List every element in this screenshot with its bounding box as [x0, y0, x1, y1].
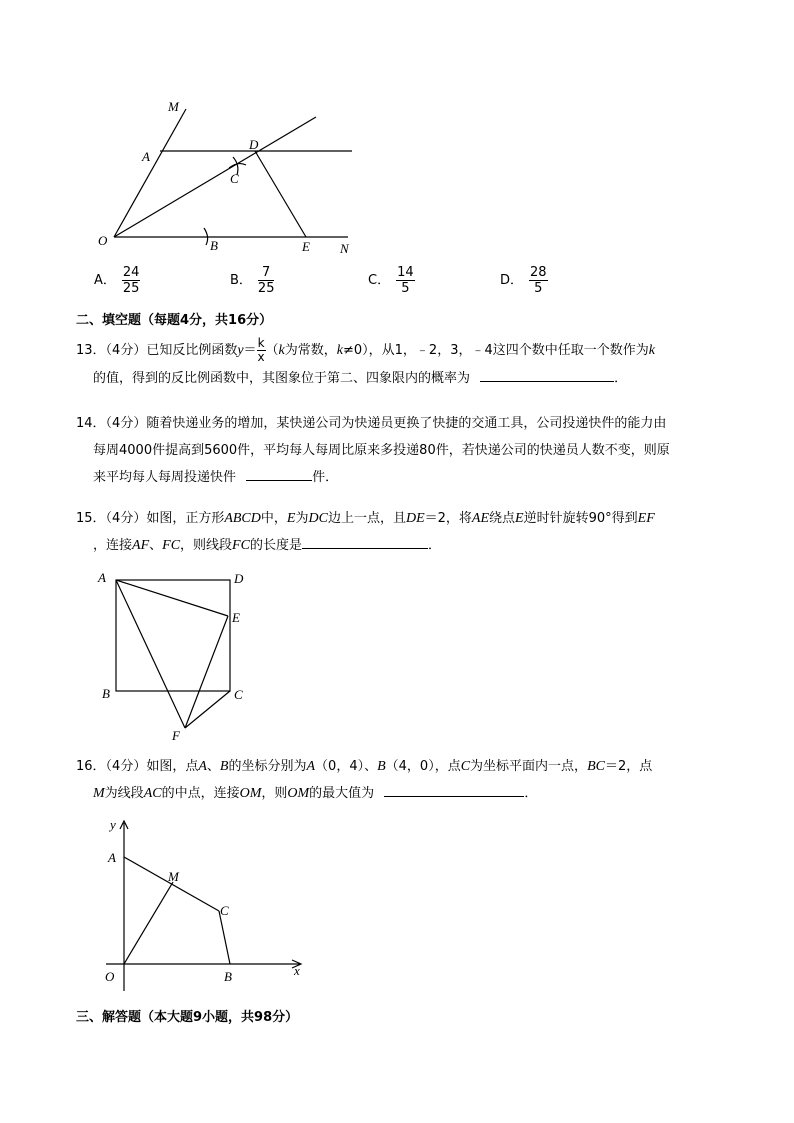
figure-3-coordinate-plane [96, 815, 316, 995]
axis-label-x: x [294, 963, 300, 978]
question-13: 13．（4分）已知反比例函数y＝ $\frac{k}{x}$ （k为常数，k≠0），从1，﹣2，3，﹣4这四个数中任取一个数作为k 的值，得到的反比例函数中，其图象位于第二、四象限内的概率为 ． [76, 336, 655, 386]
label-M: M [168, 99, 179, 114]
question-14: 14．（4分）随着快递业务的增加，某快递公司为快递员更换了快捷的交通工具，公司投递快件的能力由 每周4000件提高到5600件，平均每人每周比原来多投递80件，若快递公司的快递员人数不变，则原 来平均每人每周投递快件 件． [76, 416, 670, 485]
label-M: M [168, 869, 179, 884]
label-D: D [249, 137, 259, 152]
section-3-heading: 三、解答题（本大题9小题，共98分） [76, 1010, 299, 1025]
axis-label-y: y [110, 817, 116, 832]
label-O: O [98, 233, 108, 248]
answer-blank-14[interactable] [246, 466, 312, 481]
label-F: F [172, 728, 180, 743]
label-E: E [232, 610, 240, 625]
option-c[interactable]: C． $\frac{14}{5}$ [368, 265, 414, 296]
label-C: C [234, 687, 243, 702]
label-B: B [224, 969, 232, 984]
option-b[interactable]: B． $\frac{7}{25}$ [230, 265, 275, 296]
label-C: C [230, 171, 239, 186]
section-2-heading: 二、填空题（每题4分，共16分） [76, 313, 273, 328]
question-16: 16．（4分）如图，点A、B的坐标分别为A（0，4）、B（4，0），点C为坐标平面内一点，BC＝2，点 M为线段AC的中点，连接OM，则OM的最大值为 ． [76, 759, 653, 801]
option-a[interactable]: A． $\frac{24}{25}$ [94, 265, 140, 296]
figure-2-square [94, 568, 264, 746]
answer-blank-16[interactable] [384, 782, 524, 797]
label-B: B [102, 686, 110, 701]
answer-blank-13[interactable] [480, 367, 614, 382]
label-N: N [340, 241, 349, 256]
label-D: D [234, 571, 244, 586]
option-d[interactable]: D． $\frac{28}{5}$ [500, 265, 547, 296]
answer-blank-15[interactable] [302, 534, 428, 549]
label-B: B [210, 238, 218, 253]
label-A: A [98, 570, 106, 585]
label-O: O [105, 969, 115, 984]
question-15: 15．（4分）如图，正方形ABCD中，E为DC边上一点，且DE＝2，将AE绕点E逆时针旋转90°得到EF ，连接AF、FC，则线段FC的长度是 ． [76, 511, 655, 553]
label-A: A [108, 850, 116, 865]
label-E: E [302, 239, 310, 254]
label-C: C [220, 903, 229, 918]
label-A: A [142, 149, 150, 164]
figure-1-parallel-lines [90, 95, 370, 265]
